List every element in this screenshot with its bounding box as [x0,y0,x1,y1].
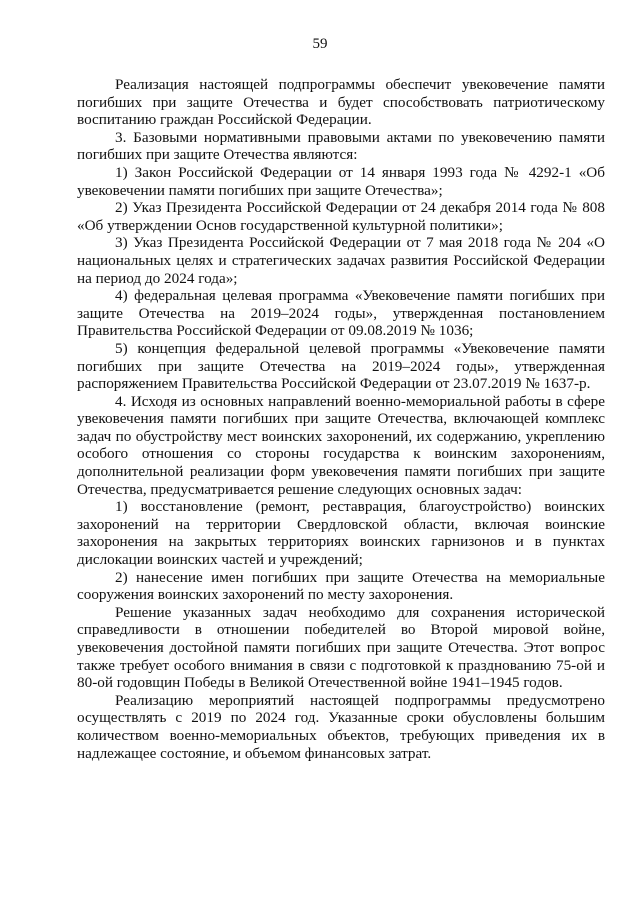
page-content [77,76,605,762]
list-item-decree-808: 2) Указ Президента Российской Федерации от 24 декабря 2014 года № 808 «Об утверждении Основ государственной культурной политики»; [77,199,605,234]
list-item-law-4292-1: 1) Закон Российской Федерации от 14 января 1993 года № 4292-1 «Об увековечении памяти погибших при защите Отечества»; [77,163,605,199]
page-number: 59 [312,36,328,52]
paragraph-timeline: Реализацию мероприятий настоящей подпрограммы предусмотрено осуществлять с 2019 по 2024 год. Указанные сроки обусловлены большим количеством военно-мемориальных объектов, требующих приведения их в надлежащее состояние, и объемом финансовых затрат. [77,691,605,762]
paragraph-justification: Решение указанных задач необходимо для сохранения исторической справедливости в отношении победителей во Второй мировой войне, увековечения достойной памяти погибших при защите Отечества. Этот вопрос также требует особого внимания в связи с подготовкой к празднованию 75-ой и 80-ой годовщин Победы в Великой Отечественной войне 1941–1945 годов. [77,603,605,692]
list-item-task-restoration: 1) восстановление (ремонт, реставрация, благоустройство) воинских захоронений на территории Свердловской области, включая воинские захоронения на закрытых территориях воинских гарнизонов и в пунктах дислокации воинских частей и учреждений; [77,498,605,569]
paragraph-section-3-heading: 3. Базовыми нормативными правовыми актами по увековечению памяти погибших при защите Отечества являются: [77,128,605,164]
paragraph-section-4: 4. Исходя из основных направлений военно-мемориальной работы в сфере увековечения памяти погибших при защите Отечества, включающей комплекс задач по обустройству мест воинских захоронений, их содержанию, укреплению особого отношения со стороны государства к воинским захоронениям, дополнительной реализации форм увековечения памяти погибших при защите Отечества, предусматривается решение следующих основных задач: [77,392,605,498]
list-item-federal-program: 4) федеральная целевая программа «Увековечение памяти погибших при защите Отечества на 2019–2024 годы», утвержденная постановлением Правительства Российской Федерации от 09.08.2019 № 1036; [77,287,605,340]
list-item-task-names: 2) нанесение имен погибших при защите Отечества на мемориальные сооружения воинских захоронений по месту захоронения. [77,568,605,604]
list-item-program-concept: 5) концепция федеральной целевой программы «Увековечение памяти погибших при защите Отечества на 2019–2024 годы», утвержденная распоряжением Правительства Российской Федерации от 23.07.2019 № 1637-р. [77,339,605,393]
paragraph-intro: Реализация настоящей подпрограммы обеспечит увековечение памяти погибших при защите Отечества и будет способствовать патриотическому воспитанию граждан Российской Федерации. [77,76,605,129]
list-item-decree-204: 3) Указ Президента Российской Федерации от 7 мая 2018 года № 204 «О национальных целях и стратегических задачах развития Российской Федерации на период до 2024 года»; [77,234,605,287]
